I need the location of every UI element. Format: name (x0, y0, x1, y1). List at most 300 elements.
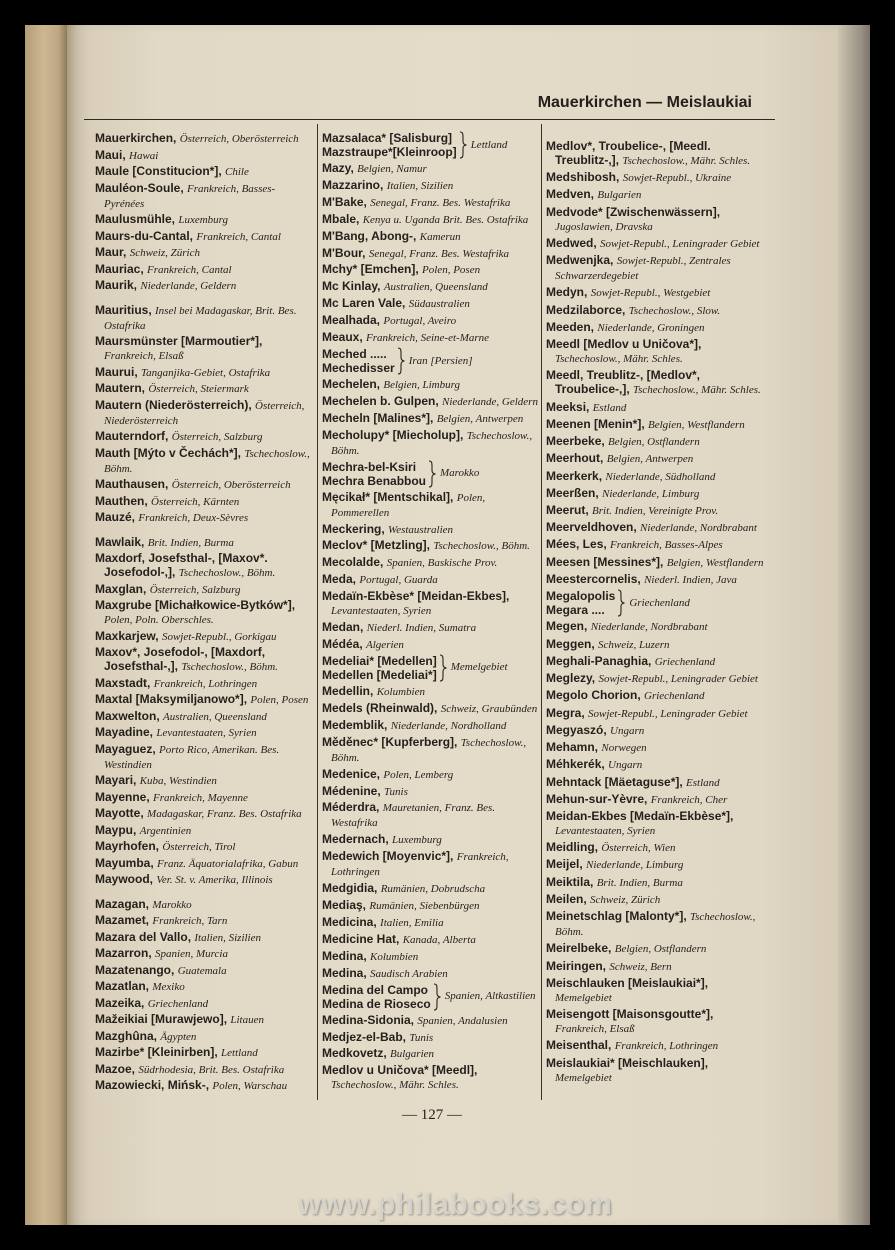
entry-location: Polen, Poln. Oberschles. (104, 614, 214, 626)
entry-name: Meerhout, (546, 451, 604, 466)
gazetteer-entry (95, 742, 312, 772)
entry-name: Mazirbe* [Kleinirben], (95, 1045, 218, 1059)
gazetteer-entry (95, 131, 312, 146)
entry-name: Meisengott [Maisonsgoutte*], (546, 1007, 714, 1022)
entry-name: Medenice, (322, 766, 381, 781)
entry-location: Schweiz, Bern (609, 960, 672, 973)
gazetteer-entry (546, 1007, 768, 1036)
entry-name: Medkovetz, (322, 1046, 387, 1061)
entry-location: Niederlande, Groningen (597, 321, 705, 334)
gazetteer-entry (95, 823, 312, 838)
entry-location: Tschechoslow., Mähr. Schles. (622, 155, 751, 167)
gazetteer-entry (95, 1045, 312, 1060)
entry-location: Tschechoslow., Böhm. (181, 661, 278, 673)
entry-location: Luxemburg (178, 214, 229, 226)
entry-name: Meerßen, (546, 485, 599, 500)
entry-location: Tschechoslow., Böhm. (178, 567, 276, 579)
entry-location: Sowjet-Republ., Leningrader Gebiet (588, 707, 748, 720)
entry-name: Meischlauken [Meislaukiai*], (546, 975, 709, 990)
entry-name: Mauthausen, (95, 477, 169, 491)
entry-name: Meerut, (546, 502, 589, 517)
entry-name: Medina-Sidonia, (322, 1012, 415, 1027)
gazetteer-entry-group (546, 589, 768, 617)
entry-location: Tschechoslow., Mähr. Schles. (633, 384, 761, 397)
gazetteer-entry (546, 1038, 768, 1053)
gazetteer-entry (322, 1063, 538, 1092)
entry-location: Porto Rico, Amerikan. Bes. Westindien (104, 743, 280, 771)
entry-name: Mažeikiai [Murawjewo], (95, 1012, 228, 1026)
entry-name: M'Bour, (322, 245, 366, 260)
entry-location: Frankreich, Lothringen (153, 677, 258, 690)
gazetteer-entry (546, 139, 768, 168)
entry-location: Griechenland (147, 997, 209, 1010)
entry-name: Meirelbeke, (546, 941, 612, 956)
entry-location: Iran [Persien] (408, 354, 473, 367)
entry-name: M'Bang, Abong-, (322, 228, 417, 243)
gazetteer-entry (95, 692, 312, 707)
gazetteer-entry (546, 857, 768, 872)
entry-name: Médéa, (322, 637, 363, 652)
entry-name: Medshibosh, (546, 170, 620, 185)
entry-location: Bulgarien (390, 1048, 435, 1061)
entry-name: Mayumba, (95, 855, 154, 870)
gazetteer-entry (322, 881, 538, 896)
gazetteer-entry (322, 701, 538, 716)
entry-location: Senegal, Franz. Bes. Westafrika (368, 247, 510, 260)
gazetteer-entry (546, 875, 768, 890)
gazetteer-entry (95, 535, 312, 550)
entry-location: Tschechoslow., Böhm. (555, 911, 756, 939)
gazetteer-entry (322, 718, 538, 733)
entry-location: Griechenland (644, 690, 705, 703)
entry-names (322, 460, 426, 488)
gazetteer-entry (95, 946, 312, 961)
gazetteer-entry (95, 725, 312, 740)
gazetteer-entry (95, 494, 312, 509)
entry-location: Polen, Lemberg (383, 768, 454, 781)
entry-name: Medernach, (322, 832, 389, 847)
entry-location: Kolumbien (376, 685, 425, 698)
entry-name: Meerbeke, (546, 434, 605, 449)
gazetteer-entry (322, 428, 538, 458)
column-3 (546, 139, 768, 1085)
entry-location: Italien, Emilia (380, 917, 444, 930)
gazetteer-entry-group (322, 131, 538, 159)
entry-name: Medicine Hat, (322, 931, 400, 946)
entry-name: Medzilaborce, (546, 302, 626, 317)
entry-location: Ägypten (160, 1030, 197, 1043)
gazetteer-entry (95, 278, 312, 293)
entry-location: Insel bei Madagaskar, Brit. Bes. Ostafrika (104, 304, 297, 332)
gazetteer-entry (322, 784, 538, 799)
entry-name: Medaïn-Ekbèse* [Meidan-Ekbes], (322, 589, 510, 604)
gazetteer-entry (95, 645, 312, 674)
entry-location: Mauretanien, Franz. Bes. Westafrika (331, 802, 496, 830)
entry-location: Hawai (129, 149, 159, 162)
gazetteer-entry (546, 757, 768, 772)
gazetteer-entry (546, 320, 768, 335)
gazetteer-entry (546, 706, 768, 721)
gazetteer-entry (546, 671, 768, 686)
entry-name: Maurik, (95, 278, 138, 292)
gazetteer-entry (95, 676, 312, 691)
entry-name: Mecholupy* [Miecholup], (322, 427, 464, 442)
entry-name: Medina del Campo (322, 982, 429, 997)
entry-location: Belgien, Westflandern (666, 556, 764, 569)
gazetteer-entry (322, 1030, 538, 1045)
entry-location: Niederlande, Nordholland (390, 719, 507, 732)
gazetteer-entry (322, 377, 538, 392)
gazetteer-entry (546, 792, 768, 807)
entry-location: Frankreich, Elsaß (555, 1023, 635, 1036)
book-cover-strip (25, 25, 67, 1225)
entry-location: Brit. Indien, Vereinigte Prov. (592, 504, 719, 517)
gazetteer-entry (95, 1078, 312, 1093)
gazetteer-entry (322, 735, 538, 765)
entry-name: Mazamet, (95, 913, 150, 927)
gazetteer-entry (322, 800, 538, 830)
entry-location: Kuba, Westindien (139, 775, 217, 787)
entry-name: Mechelen b. Gulpen, (322, 393, 439, 408)
entry-location: Portugal, Guarda (359, 574, 438, 587)
gazetteer-entry (546, 959, 768, 974)
gazetteer-entry (95, 872, 312, 887)
gazetteer-entry (322, 1013, 538, 1028)
entry-name: Mauerkirchen, (95, 131, 177, 145)
gazetteer-entry (546, 892, 768, 907)
entry-name: Medan, (322, 620, 364, 635)
gazetteer-entry (322, 330, 538, 345)
entry-name: Maule [Constitucion*], (95, 164, 222, 178)
entry-location: Brit. Indien, Burma (596, 876, 683, 889)
gazetteer-entry (546, 187, 768, 202)
entry-name: Maulusmühle, (95, 212, 176, 226)
entry-location: Estland (592, 401, 627, 414)
entry-name: Mazatenango, (95, 962, 175, 977)
entry-name: Meislaukiai* [Meischlauken], (546, 1055, 709, 1070)
entry-location: Tschechoslow., Böhm. (104, 447, 310, 475)
entry-location: Sowjet-Republ., Leningrader Gebiet (600, 237, 760, 250)
entry-location: Österreich, Salzburg (149, 583, 241, 596)
gazetteer-entry (322, 296, 538, 311)
brace-glyph (439, 654, 447, 682)
entry-name: Maursmünster [Marmoutier*], (95, 334, 263, 348)
entry-name: Mbale, (322, 211, 360, 226)
gazetteer-entry (322, 411, 538, 426)
entry-location: Memelgebiet (555, 1071, 612, 1084)
gazetteer-entry (322, 1046, 538, 1061)
entry-name: Mauléon-Soule, (95, 180, 184, 195)
entry-name: Medlov u Uničova* [Meedl], (322, 1063, 478, 1078)
entry-name: Meidling, (546, 840, 598, 855)
entry-name: Mayrhofen, (95, 839, 160, 853)
entry-name: Méderdra, (322, 800, 380, 815)
entry-location: Portugal, Aveiro (383, 315, 457, 328)
entry-location: Argentinien (139, 824, 192, 837)
gazetteer-entry (95, 979, 312, 994)
entry-location: Memelgebiet (555, 991, 612, 1004)
entry-name: Mazagan, (95, 896, 150, 911)
entry-name: Médenine, (322, 783, 381, 798)
entry-name: Medyn, (546, 285, 588, 300)
gazetteer-entry (95, 856, 312, 871)
gazetteer-entry (546, 619, 768, 634)
entry-location: Niederl. Indien, Java (644, 573, 737, 586)
gazetteer-entry (95, 429, 312, 444)
entry-name: Meched ..... (322, 347, 387, 362)
entry-location: Schweiz, Graubünden (440, 702, 538, 715)
gazetteer-entry (95, 303, 312, 333)
entry-location: Sowjet-Republ., Leningrader Gebiet (598, 673, 758, 686)
entry-name: Mayotte, (95, 806, 144, 820)
watermark: www.philabooks.com (297, 1188, 613, 1221)
gazetteer-entry (322, 229, 538, 244)
entry-name: Meestercornelis, (546, 571, 641, 586)
entry-location: Frankreich, Mayenne (153, 791, 248, 804)
gazetteer-entry (322, 620, 538, 635)
entry-name: Medels (Rheinwald), (322, 700, 438, 715)
entry-name: Mazstraupe*[Kleinroop] (322, 145, 457, 159)
entry-name: Mauth [Mýto v Čechách*], (95, 445, 242, 460)
column-1 (95, 131, 312, 1093)
entry-name: Meclov* [Metzling], (322, 538, 431, 553)
entry-location: Sowjet-Republ., Ukraine (622, 172, 732, 185)
gazetteer-entry (95, 245, 312, 260)
entry-name: Meglezy, (546, 671, 596, 686)
entry-location: Australien, Queensland (163, 710, 267, 723)
entry-name: Mazowiecki, Mińsk-, (95, 1078, 210, 1092)
entry-location: Spanien, Murcia (155, 948, 228, 960)
entry-location: Frankreich, Cher (650, 793, 728, 806)
entry-name: Méhkerék, (546, 757, 605, 772)
entry-location: Tschechoslow., Mähr. Schles. (331, 1079, 459, 1092)
gazetteer-entry (322, 555, 538, 570)
entry-name: Maywood, (95, 872, 154, 886)
gazetteer-entry (95, 996, 312, 1011)
gazetteer-entry (95, 477, 312, 492)
entry-location: Estland (686, 776, 720, 789)
gazetteer-entry (95, 551, 312, 580)
entry-location: Tschechoslow., Mähr. Schles. (555, 353, 683, 366)
entry-location: Algerien (366, 639, 404, 652)
entry-location: Westaustralien (388, 523, 454, 536)
gazetteer-entry (95, 773, 312, 788)
gazetteer-entry (95, 790, 312, 805)
entry-name: Mawlaik, (95, 534, 145, 549)
entry-name: Mazghûna, (95, 1028, 157, 1043)
gazetteer-entry (95, 148, 312, 163)
entry-name: Meenen [Menin*], (546, 416, 645, 431)
gazetteer-entry (95, 446, 312, 476)
entry-name: Mechedisser (322, 361, 395, 376)
gazetteer-entry (322, 767, 538, 782)
entry-location: Frankreich, Lothringen (331, 851, 509, 879)
page-edge (838, 25, 870, 1225)
column-rule (317, 124, 318, 1100)
entry-location: Südrhodesia, Brit. Bes. Ostafrika (138, 1063, 285, 1076)
gazetteer-entry (322, 849, 538, 879)
column-rule (541, 124, 542, 1100)
gazetteer-entry (322, 490, 538, 520)
gazetteer-entry (322, 966, 538, 981)
gazetteer-entry (95, 181, 312, 211)
gazetteer-entry (95, 229, 312, 244)
entry-location: Sowjet-Republ., Westgebiet (590, 287, 711, 300)
entry-location: Mexiko (152, 981, 185, 993)
entry-location: Belgien, Antwerpen (436, 412, 524, 425)
gazetteer-entry (546, 520, 768, 535)
gazetteer-entry (95, 629, 312, 644)
entry-location: Südaustralien (408, 298, 470, 311)
entry-location: Frankreich, Lothringen (614, 1040, 719, 1053)
entry-name: Mechra-bel-Ksiri (322, 459, 417, 474)
brace-glyph (617, 589, 625, 617)
entry-name: Mauterndorf, (95, 429, 169, 443)
gazetteer-entry (322, 394, 538, 409)
gazetteer-entry (546, 170, 768, 185)
entry-name: Megen, (546, 619, 588, 634)
entry-name: Mehamn, (546, 740, 599, 755)
gazetteer-entry-group (322, 460, 538, 488)
gazetteer-entry (95, 963, 312, 978)
entry-name: Maui, (95, 147, 126, 162)
gazetteer-entry (322, 898, 538, 913)
brace-glyph (397, 347, 405, 375)
gazetteer-entry (546, 205, 768, 234)
entry-location: Schweiz, Zürich (129, 247, 200, 259)
entry-location: Frankreich, Seine-et-Marne (366, 332, 490, 345)
gazetteer-entry (95, 164, 312, 179)
entry-location: Rumänien, Siebenbürgen (369, 900, 480, 913)
entry-location: Polen, Warschau (212, 1080, 288, 1092)
entry-name: Meijel, (546, 857, 583, 872)
column-2 (322, 131, 538, 1093)
entry-name: Medellen [Medeliai*] (322, 667, 437, 682)
entry-name: Megalopolis (546, 589, 616, 604)
gazetteer-entry (322, 246, 538, 261)
gazetteer-entry (322, 262, 538, 277)
brace-glyph (428, 460, 436, 488)
entry-name: Mazatlan, (95, 979, 150, 993)
entry-name: Mehun-sur-Yèvre, (546, 791, 648, 806)
gazetteer-entry (546, 809, 768, 838)
entry-name: Megara .... (546, 603, 605, 618)
entry-name: Meaux, (322, 330, 363, 345)
entry-location: Sowjet-Republ., Gorkigau (161, 630, 277, 643)
entry-name: Medewich [Moyenvic*], (322, 849, 454, 864)
entry-name: Meerkerk, (546, 468, 603, 483)
gazetteer-entry (322, 589, 538, 618)
entry-location: Belgien, Namur (357, 162, 427, 175)
entry-location: Tschechoslow., Böhm. (331, 736, 527, 764)
entry-name: Medwed, (546, 235, 597, 250)
entry-name: Mecolalde, (322, 555, 384, 570)
entry-location: Belgien, Antwerpen (606, 453, 694, 466)
entry-location: Norwegen (601, 742, 647, 755)
gazetteer-entry (546, 434, 768, 449)
entry-name: Medlov*, Troubelice-, [Meedl. Treublitz-,], (546, 139, 711, 167)
entry-name: Mées, Les, (546, 537, 607, 552)
gazetteer-entry (546, 303, 768, 318)
entry-name: Meidan-Ekbes [Medaïn-Ekbèse*], (546, 808, 734, 823)
entry-name: Mecheln [Malines*], (322, 410, 434, 425)
entry-name: Mautern (Niederösterreich), (95, 397, 252, 412)
gazetteer-entry (546, 368, 768, 397)
entry-location: Madagaskar, Franz. Bes. Ostafrika (147, 808, 302, 820)
entry-name: Maxtal [Maksymiljanowo*], (95, 692, 248, 706)
entry-name: Mazara del Vallo, (95, 929, 192, 944)
entry-location: Tschechoslow., Böhm. (433, 540, 530, 553)
entry-name: Maxwelton, (95, 708, 160, 723)
entry-location: Senegal, Franz. Bes. Westafrika (370, 196, 511, 209)
entry-names (322, 654, 437, 682)
entry-name: Mealhada, (322, 313, 381, 328)
entry-name: Meeksi, (546, 399, 590, 414)
entry-location: Frankreich, Deux-Sèvres (138, 512, 249, 524)
entry-name: Mazarron, (95, 946, 152, 960)
entry-location: Litauen (230, 1014, 264, 1026)
gazetteer-entry (95, 212, 312, 227)
entry-location: Österreich, Wien (601, 842, 676, 855)
gazetteer-entry (546, 637, 768, 652)
entry-location: Italien, Sizilien (194, 931, 261, 944)
entry-name: Medgidia, (322, 881, 378, 896)
entry-names (546, 589, 615, 617)
entry-name: Mayenne, (95, 789, 150, 804)
entry-location: Saudisch Arabien (370, 967, 448, 980)
entry-location: Niederlande, Limburg (602, 487, 700, 500)
gazetteer-entry (322, 212, 538, 227)
entry-name: Mazy, (322, 160, 354, 175)
entry-name: Mauriac, (95, 261, 144, 276)
gazetteer-entry (322, 572, 538, 587)
entry-location: Österreich, Salzburg (171, 431, 263, 443)
gazetteer-entry (546, 723, 768, 738)
entry-location: Österreich, Kärnten (151, 495, 240, 508)
entry-location: Jugoslawien, Dravska (555, 220, 653, 233)
entry-name: Mayadine, (95, 725, 154, 739)
entry-name: Mchy* [Emchen], (322, 262, 419, 277)
gazetteer-entry (95, 398, 312, 428)
entry-location: Polen, Pommerellen (331, 491, 486, 519)
entry-location: Kenya u. Uganda Brit. Bes. Ostafrika (362, 213, 529, 226)
gazetteer-entry (322, 178, 538, 193)
entry-location: Polen, Posen (250, 694, 309, 706)
entry-location: Ver. St. v. Amerika, Illinois (156, 874, 273, 886)
entry-name: Maurui, (95, 364, 138, 379)
entry-location: Belgien, Westflandern (648, 418, 745, 431)
entry-location: Ungarn (610, 724, 645, 737)
entry-location: Belgien, Limburg (383, 378, 460, 391)
entry-name: Medven, (546, 187, 595, 202)
gazetteer-entry (95, 1062, 312, 1077)
entry-location: Levantestaaten, Syrien (156, 727, 257, 739)
gazetteer-entry (322, 684, 538, 699)
gazetteer-entry (95, 365, 312, 380)
entry-name: Medvode* [Zwischenwässern], (546, 204, 721, 219)
gazetteer-entry (95, 334, 312, 363)
entry-name: Meilen, (546, 891, 587, 906)
entry-location: Italien, Sizilien (386, 179, 454, 192)
entry-name: Meedl, Treublitz-, [Medlov*, Troubelice-,], (546, 368, 701, 397)
entry-location: Lettland (221, 1047, 258, 1059)
entry-location: Niederlande, Nordbrabant (590, 621, 708, 634)
entry-location: Kamerun (419, 230, 461, 243)
header-rule (84, 119, 775, 120)
entry-location: Ungarn (608, 759, 643, 772)
entry-name: Mc Laren Vale, (322, 296, 406, 311)
entry-name: Meedl [Medlov u Uničova*], (546, 337, 702, 352)
